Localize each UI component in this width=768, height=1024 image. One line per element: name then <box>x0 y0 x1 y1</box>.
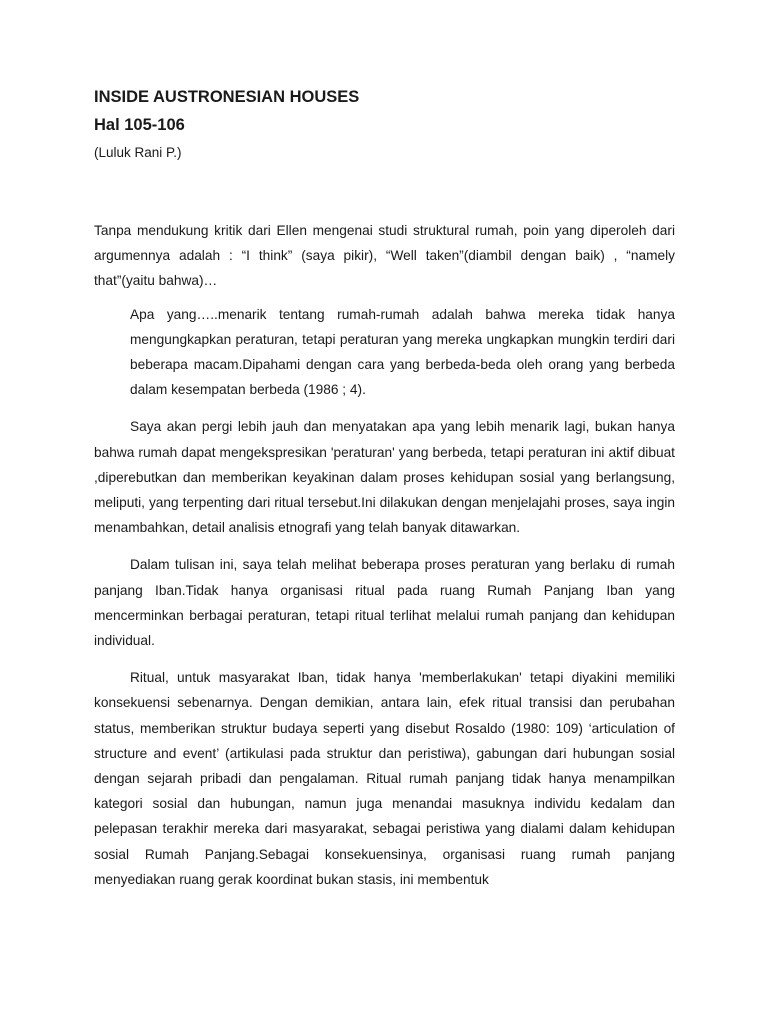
paragraph-body-2: Dalam tulisan ini, saya telah melihat beberapa proses peraturan yang berlaku di rumah panjang Iban.Tidak hanya organisasi ritual pada ruang Rumah Panjang Iban yang mencerminkan berbagai peraturan, tetapi ritual terlihat melalui rumah panjang dan kehidupan individual. <box>94 557 675 649</box>
document-subtitle: Hal 105-106 <box>94 116 185 134</box>
document-content <box>94 86 675 892</box>
paragraph-body-1: Saya akan pergi lebih jauh dan menyatakan apa yang lebih menarik lagi, bukan hanya bahwa rumah dapat mengekspresikan 'peraturan' yang berbeda, tetapi peraturan ini aktif dibuat ,diperebutkan dan memberikan keyakinan dalam proses kehidupan sosial yang berlangsung, meliputi, yang terpenting dari ritual tersebut.Ini dilakukan dengan menjelajahi proses, saya ingin menambahkan, detail analisis etnografi yang telah banyak ditawarkan. <box>94 419 675 536</box>
paragraph-quote: Apa yang…..menarik tentang rumah-rumah adalah bahwa mereka tidak hanya mengungkapkan peraturan, tetapi peraturan yang mereka ungkapkan mungkin terdiri dari beberapa macam.Dipahami dengan cara yang berbeda-beda oleh orang yang berbeda dalam kesempatan berbeda (1986 ; 4). <box>130 306 675 398</box>
document-title: INSIDE AUSTRONESIAN HOUSES <box>94 88 360 106</box>
document-author: (Luluk Rani P.) <box>94 145 182 160</box>
paragraph-intro: Tanpa mendukung kritik dari Ellen mengenai studi struktural rumah, poin yang diperoleh dari argumennya adalah : “I think” (saya pikir), “Well taken”(diambil dengan baik) , “namely that”(yaitu bahwa)… <box>94 223 675 289</box>
paragraph-body-3: Ritual, untuk masyarakat Iban, tidak hanya 'memberlakukan' tetapi diyakini memiliki konsekuensi sebenarnya. Dengan demikian, antara lain, efek ritual transisi dan perubahan status, memberikan struktur budaya seperti yang disebut Rosaldo (1980: 109) ‘articulation of structure and event’ (artikulasi pada struktur dan peristiwa), gabungan dari hubungan sosial dengan sejarah pribadi dan pengalaman. Ritual rumah panjang tidak hanya menampilkan kategori sosial dan hubungan, namun juga menandai masuknya individu kedalam dan pelepasan terakhir mereka dari masyarakat, sebagai peristiwa yang dialami dalam kehidupan sosial Rumah Panjang.Sebagai konsekuensinya, organisasi ruang rumah panjang menyediakan ruang gerak koordinat bukan stasis, ini membentuk <box>94 670 675 887</box>
